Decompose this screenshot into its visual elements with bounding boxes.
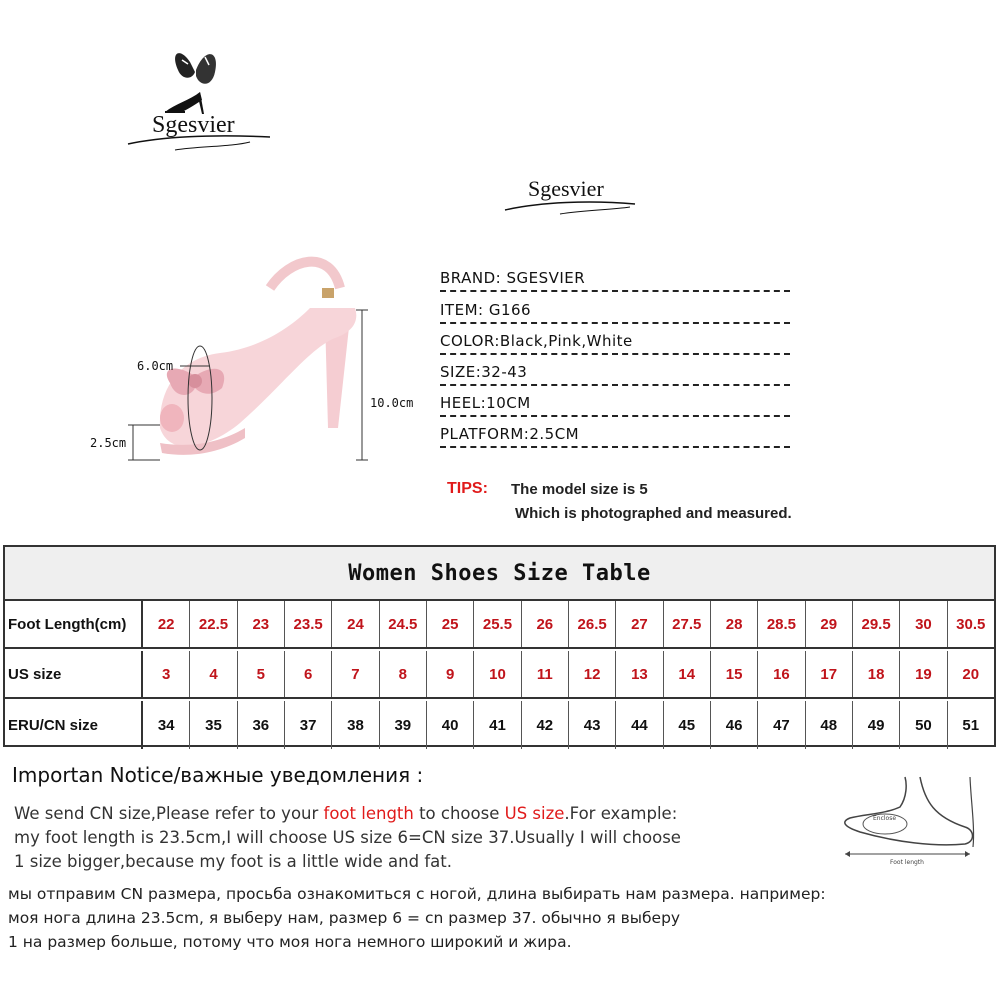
size-table-cell: 34: [143, 701, 190, 749]
size-table-cell: 25.5: [474, 601, 521, 647]
tips-line-1: The model size is 5: [511, 481, 648, 498]
size-table-cell: 27: [616, 601, 663, 647]
size-table-cell: 39: [380, 701, 427, 749]
size-table-cell: 18: [853, 651, 900, 697]
spec-item: ITEM: G166: [440, 300, 790, 324]
spec-brand: BRAND: SGESVIER: [440, 268, 790, 292]
size-table-cell: 17: [806, 651, 853, 697]
notice-en-text: We send CN size,Please refer to your: [14, 804, 324, 823]
size-table-cell: 4: [190, 651, 237, 697]
spec-size: SIZE:32-43: [440, 362, 790, 386]
size-table-row: [5, 601, 994, 649]
size-table-cell: 8: [380, 651, 427, 697]
size-table-cell: 50: [900, 701, 947, 749]
notice-highlight-foot-length: foot length: [323, 804, 414, 823]
notice-title: Importan Notice/важные уведомления :: [12, 763, 424, 787]
size-table-cell: 15: [711, 651, 758, 697]
notice-en-line-1: [14, 804, 677, 823]
notice-ru-line-3: 1 на размер больше, потому что моя нога немного широкий и жира.: [8, 933, 572, 951]
size-table-cell: 40: [427, 701, 474, 749]
size-table-cell: 36: [238, 701, 285, 749]
size-table-cell: 28: [711, 601, 758, 647]
size-table-cell: 6: [285, 651, 332, 697]
size-table-cell: 41: [474, 701, 521, 749]
size-table-cell: 49: [853, 701, 900, 749]
size-table-cell: 26.5: [569, 601, 616, 647]
size-table-cell: 51: [962, 716, 980, 734]
size-table-row-header: ERU/CN size: [5, 701, 143, 749]
spec-platform: PLATFORM:2.5CM: [440, 424, 790, 448]
dimension-upper-label: 6.0cm: [137, 359, 174, 373]
size-table-cell: 44: [616, 701, 663, 749]
size-table-cell: 29: [806, 601, 853, 647]
foot-length-label: Foot length: [890, 859, 924, 866]
size-table-cell: 27.5: [664, 601, 711, 647]
size-table-cell: 10: [474, 651, 521, 697]
brand-logo-text: Sgesvier: [152, 112, 235, 138]
spec-heel: HEEL:10CM: [440, 393, 790, 417]
notice-en-line-3: 1 size bigger,because my foot is a little wide and fat.: [14, 852, 452, 871]
size-table-cell: 12: [569, 651, 616, 697]
brand-logo-mid-text: Sgesvier: [528, 176, 604, 201]
size-table-cell: 29.5: [853, 601, 900, 647]
size-table-cell: 23: [238, 601, 285, 647]
size-table-row: [5, 651, 994, 699]
size-table-cell: 30: [900, 601, 947, 647]
foot-measure-diagram: [825, 772, 990, 872]
size-table-cell: 37: [285, 701, 332, 749]
notice-highlight-us-size: US size: [504, 804, 565, 823]
size-table-cell: 7: [332, 651, 379, 697]
size-table-cell: 43: [569, 701, 616, 749]
size-table-cell: 5: [238, 651, 285, 697]
size-table-cell: 22.5: [190, 601, 237, 647]
size-table-cell: 19: [900, 651, 947, 697]
notice-en-text: to choose: [413, 804, 505, 823]
size-table-cell: 3: [143, 651, 190, 697]
tips-label: TIPS:: [447, 480, 488, 497]
spec-color: COLOR:Black,Pink,White: [440, 331, 790, 355]
size-table-cell: 14: [664, 651, 711, 697]
size-table-cell: 47: [758, 701, 805, 749]
size-table-row-header: Foot Length(cm): [5, 601, 143, 647]
size-table-row: [5, 701, 994, 749]
size-table-cell: 25: [427, 601, 474, 647]
size-table-row-header: US size: [5, 651, 143, 697]
size-table-cell: 38: [332, 701, 379, 749]
size-table-cell: 23.5: [285, 601, 332, 647]
foot-enclose-label: Enclose: [873, 815, 897, 822]
size-table-cell: 45: [664, 701, 711, 749]
notice-ru-line-2: моя нога длина 23.5cm, я выберу нам, размер 6 = cn размер 37. обычно я выберу: [8, 909, 681, 927]
size-table-cell: 22: [143, 601, 190, 647]
size-table-cell: 28.5: [758, 601, 805, 647]
size-table-cell: 35: [190, 701, 237, 749]
dimension-platform-label: 2.5cm: [90, 436, 127, 450]
size-table-cell: 20: [962, 665, 980, 683]
notice-ru-line-1: мы отправим CN размера, просьба ознакомиться с ногой, длина выбирать нам размера. например:: [8, 885, 826, 903]
size-table-cell: 26: [522, 601, 569, 647]
size-table-cell: 42: [522, 701, 569, 749]
size-table-cell: 24: [332, 601, 379, 647]
size-table-cell: 9: [427, 651, 474, 697]
notice-en-line-2: my foot length is 23.5cm,I will choose US size 6=CN size 37.Usually I will choose: [14, 828, 681, 847]
dimension-heel-label: 10.0cm: [370, 396, 414, 410]
tips-line-2: Which is photographed and measured.: [515, 505, 792, 522]
size-table-cell: 48: [806, 701, 853, 749]
size-table-cell: 30.5: [956, 615, 986, 633]
size-table: [3, 545, 996, 747]
size-table-cell: 16: [758, 651, 805, 697]
size-table-cell: 46: [711, 701, 758, 749]
size-table-cell: 24.5: [380, 601, 427, 647]
size-table-cell: 11: [522, 651, 569, 697]
size-table-title: Women Shoes Size Table: [5, 547, 994, 601]
notice-en-text: .For example:: [564, 804, 678, 823]
size-table-cell: 13: [616, 651, 663, 697]
